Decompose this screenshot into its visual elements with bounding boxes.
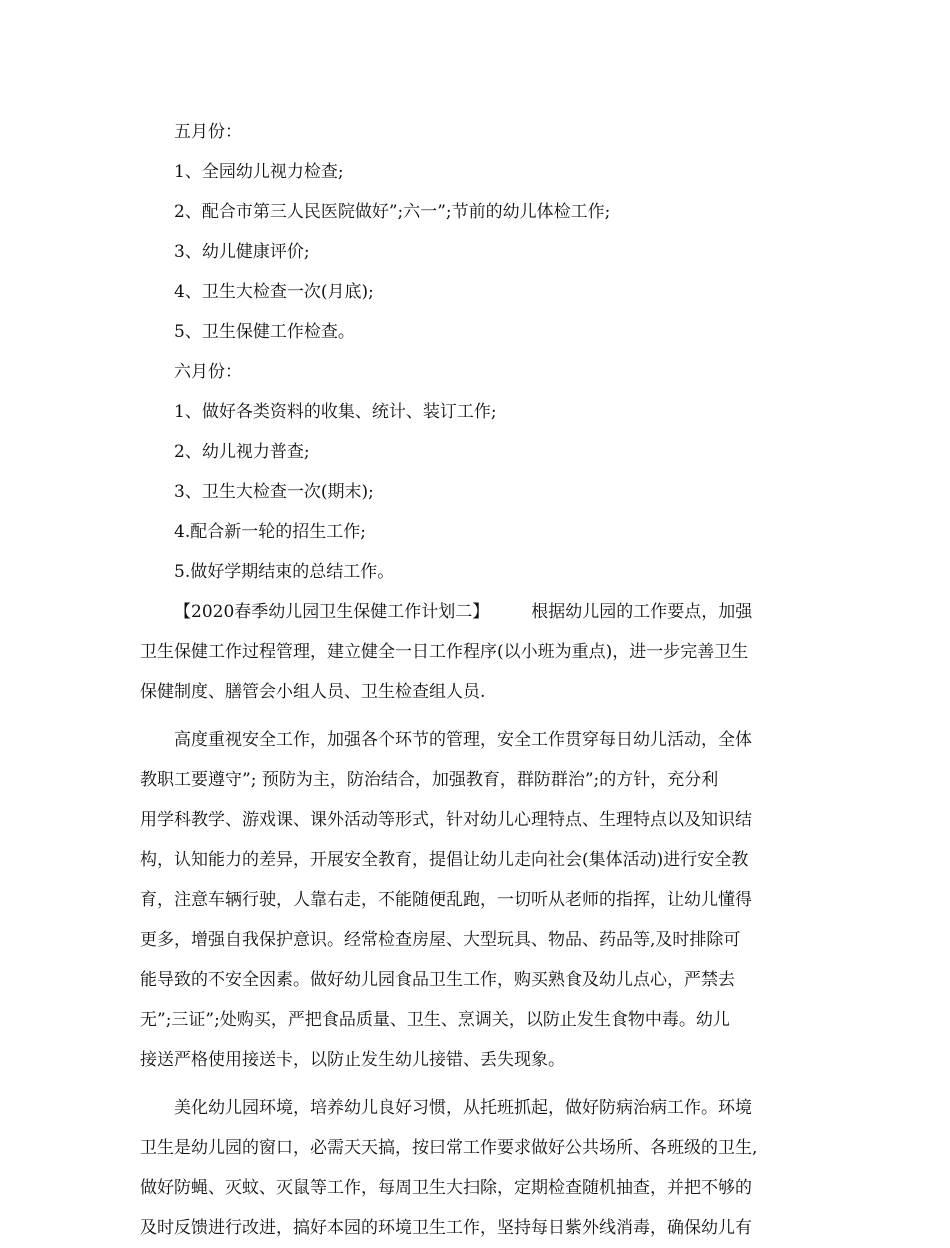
plan2-first-line-text: 根据幼儿园的工作要点，加强 xyxy=(531,602,753,622)
safety-line: 更多，增强自我保护意识。经常检查房屋、大型玩具、物品、药品等,及时排除可 xyxy=(140,930,741,950)
safety-line: 用学科教学、游戏课、课外活动等形式，针对幼儿心理特点、生理特点以及知识结 xyxy=(140,810,752,830)
section-title-june: 六月份： xyxy=(174,362,242,382)
safety-line: 能导致的不安全因素。做好幼儿园食品卫生工作，购买熟食及幼儿点心，严禁去 xyxy=(140,970,735,990)
safety-line: 构，认知能力的差异，开展安全教育，提倡让幼儿走向社会(集体活动)进行安全教 xyxy=(140,850,749,870)
may-item: 5、卫生保健工作检查。 xyxy=(174,322,355,342)
may-item: 3、幼儿健康评价; xyxy=(174,242,310,262)
safety-line: 高度重视安全工作，加强各个环节的管理，安全工作贯穿每日幼儿活动，全体 xyxy=(174,730,752,750)
environment-line: 美化幼儿园环境，培养幼儿良好习惯，从托班抓起，做好防病治病工作。环境 xyxy=(174,1098,752,1118)
environment-line: 做好防蝇、灭蚊、灭鼠等工作，每周卫生大扫除，定期检查随机抽查，并把不够的 xyxy=(140,1178,752,1198)
section-title-may: 五月份： xyxy=(174,122,242,142)
june-item: 2、幼儿视力普查; xyxy=(174,442,310,462)
document-body xyxy=(140,112,820,1248)
plan2-first-line xyxy=(140,592,820,632)
safety-line: 无”;三证”;处购买，严把食品质量、卫生、烹调关，以防止发生食物中毒。幼儿 xyxy=(140,1010,730,1030)
june-item: 5.做好学期结束的总结工作。 xyxy=(174,562,395,582)
plan2-heading: 【2020春季幼儿园卫生保健工作计划二】 xyxy=(174,602,490,622)
june-item: 1、做好各类资料的收集、统计、装订工作; xyxy=(174,402,497,422)
safety-line: 教职工要遵守”; 预防为主，防治结合，加强教育，群防群治”;的方针，充分利 xyxy=(140,770,719,790)
may-item: 4、卫生大检查一次(月底); xyxy=(174,282,374,302)
safety-line: 接送严格使用接送卡，以防止发生幼儿接错、丢失现象。 xyxy=(140,1050,565,1070)
safety-line: 育，注意车辆行驶，人靠右走，不能随便乱跑，一切听从老师的指挥，让幼儿懂得 xyxy=(140,890,752,910)
june-item: 4.配合新一轮的招生工作; xyxy=(174,522,366,542)
environment-line: 卫生是幼儿园的窗口，必需天天搞，按曰常工作要求做好公共场所、各班级的卫生, xyxy=(140,1138,758,1158)
plan2-line: 卫生保健工作过程管理，建立健全一日工作程序(以小班为重点)，进一步完善卫生 xyxy=(140,642,749,662)
june-item: 3、卫生大检查一次(期末); xyxy=(174,482,374,502)
environment-line: 及时反馈进行改进，搞好本园的环境卫生工作，坚持每日紫外线消毒，确保幼儿有 xyxy=(140,1218,752,1238)
may-item: 1、全园幼儿视力检查; xyxy=(174,162,344,182)
plan2-line: 保健制度、膳管会小组人员、卫生检查组人员. xyxy=(140,682,486,702)
may-item: 2、配合市第三人民医院做好”;六一”;节前的幼儿体检工作; xyxy=(174,202,611,222)
